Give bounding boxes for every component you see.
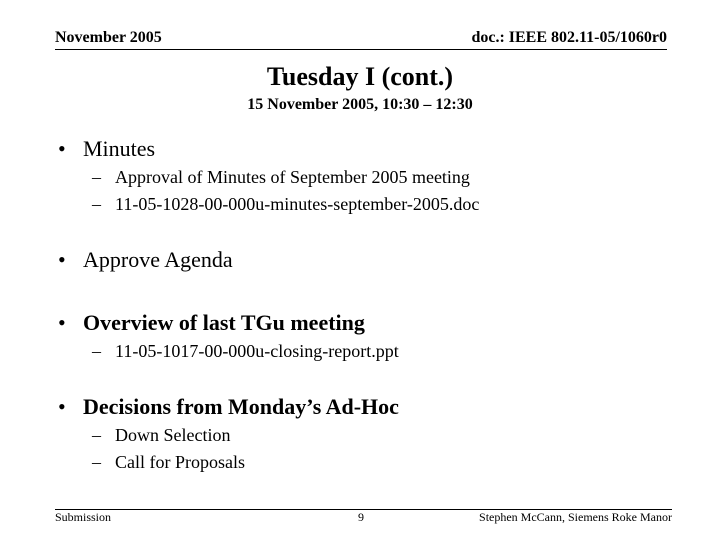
bullet-decisions-adhoc: [58, 394, 399, 420]
dash-icon: –: [92, 425, 101, 445]
subitem-call-for-proposals: [92, 452, 245, 473]
subitem-down-selection: [92, 425, 230, 446]
dash-icon: –: [92, 341, 101, 361]
dash-icon: –: [92, 452, 101, 472]
subitem-text: Call for Proposals: [115, 452, 245, 472]
footer-page-number: 9: [358, 510, 364, 524]
bullet-text: Approve Agenda: [83, 247, 233, 272]
bullet-text: Minutes: [83, 136, 156, 161]
dash-icon: –: [92, 167, 101, 187]
subitem-text: Approval of Minutes of September 2005 meeting: [115, 167, 470, 187]
subitem-text: Down Selection: [115, 425, 231, 445]
bullet-icon: •: [58, 394, 66, 419]
subitem-minutes-doc: [92, 194, 479, 215]
header-date: November 2005: [55, 29, 162, 46]
slide-subtitle: 15 November 2005, 10:30 – 12:30: [247, 96, 473, 113]
bullet-text: Overview of last TGu meeting: [83, 310, 365, 335]
footer-submission: Submission: [55, 510, 112, 524]
subitem-text: 11-05-1017-00-000u-closing-report.ppt: [115, 341, 399, 361]
bullet-overview-tgu: [58, 310, 365, 336]
header-doc-id: doc.: IEEE 802.11-05/1060r0: [471, 29, 667, 46]
dash-icon: –: [92, 194, 101, 214]
bullet-icon: •: [58, 136, 66, 161]
bullet-approve-agenda: [58, 247, 233, 273]
header-divider: [55, 49, 667, 50]
bullet-icon: •: [58, 247, 66, 272]
subitem-approval-minutes: [92, 167, 470, 188]
subitem-closing-report: [92, 341, 399, 362]
footer-author: Stephen McCann, Siemens Roke Manor: [479, 510, 672, 524]
subitem-text: 11-05-1028-00-000u-minutes-september-2005.doc: [115, 194, 480, 214]
bullet-text: Decisions from Monday’s Ad-Hoc: [83, 394, 399, 419]
slide-title: Tuesday I (cont.): [266, 62, 454, 91]
bullet-minutes: [58, 136, 155, 162]
bullet-icon: •: [58, 310, 66, 335]
